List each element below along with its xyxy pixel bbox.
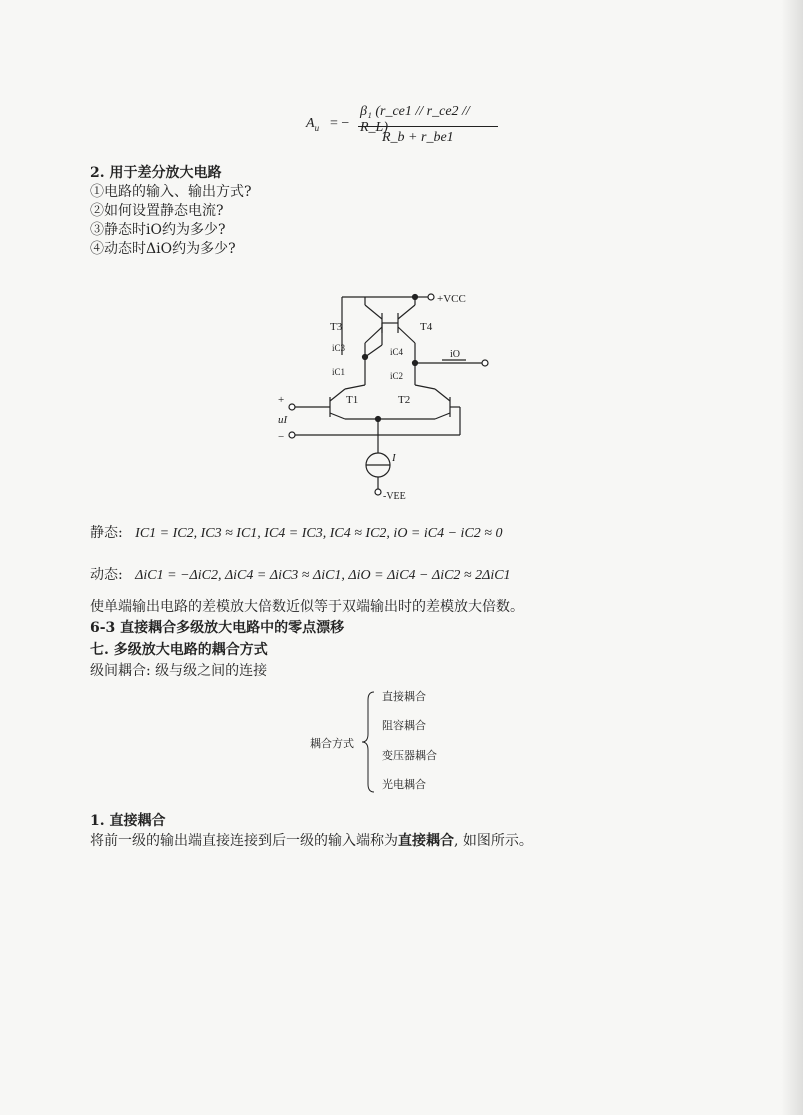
question-2: ②如何设置静态电流? [90,203,224,219]
direct-emphasis: 直接耦合 [398,833,454,849]
t3-label: T3 [330,321,343,333]
coupling-item-rc: 阻容耦合 [382,719,426,732]
page-edge-shadow [781,0,803,1115]
coupling-brace [360,690,380,794]
question-1: ①电路的输入、输出方式? [90,184,252,200]
vcc-label: +VCC [437,293,466,305]
single-ended-paragraph: 使单端输出电路的差模放大倍数近似等于双端输出时的差模放大倍数。 [90,599,524,615]
formula-denominator: R_b + r_be1 [382,130,454,145]
t1-label: T1 [346,394,359,406]
coupling-item-optical: 光电耦合 [382,778,426,791]
output-terminal [482,360,488,366]
ic1-label: iC1 [332,367,346,377]
vee-terminal [375,489,381,495]
minus-label: − [278,431,285,443]
io-label: iO [450,349,460,360]
coupling-item-transformer: 变压器耦合 [382,749,437,762]
vee-label: -VEE [383,491,406,502]
t2-label: T2 [398,394,411,406]
direct-text-after: , 如图所示。 [454,833,533,849]
gain-formula [300,102,500,152]
coupling-root: 耦合方式 [310,737,354,750]
section-direct-text [90,832,533,850]
static-equation [90,524,502,543]
heading-7: 七. 多级放大电路的耦合方式 [90,642,268,658]
static-formula: IC1 = IC2, IC3 ≈ IC1, IC4 = IC3, IC4 ≈ IC2, iO = iC4 − iC2 ≈ 0 [135,526,503,541]
fraction-bar [358,126,498,127]
current-label: I [392,452,396,464]
plus-label: + [278,394,285,406]
formula-equals: = − [330,116,350,131]
t4-label: T4 [420,321,433,333]
input-minus-terminal [289,432,295,438]
differential-amplifier-circuit [270,285,510,505]
static-label: 静态: [90,525,123,541]
formula-numerator: β₁ (r_ce1 // r_ce2 // R_L) [360,104,470,135]
dynamic-label: 动态: [90,567,123,583]
ic4-label: iC4 [390,347,404,357]
dynamic-formula: ΔiC1 = −ΔiC2, ΔiC4 = ΔiC3 ≈ ΔiC1, ΔiO = ΔiC4 − ΔiC2 ≈ 2ΔiC1 [135,568,511,583]
input-label: uI [278,414,288,426]
vcc-terminal [428,294,434,300]
question-3: ③静态时iO约为多少? [90,222,226,238]
section-direct-heading: 1. 直接耦合 [90,813,166,829]
question-4: ④动态时ΔiO约为多少? [90,241,236,257]
section-diff-heading: 2. 用于差分放大电路 [90,165,222,181]
ic3-label: iC3 [332,343,346,353]
dynamic-equation [90,566,511,585]
coupling-definition: 级间耦合: 级与级之间的连接 [90,663,268,679]
direct-text-before: 将前一级的输出端直接连接到后一级的输入端称为 [90,833,398,849]
heading-6-3: 6-3 直接耦合多级放大电路中的零点漂移 [90,620,345,636]
input-plus-terminal [289,404,295,410]
ic2-label: iC2 [390,371,404,381]
coupling-item-direct: 直接耦合 [382,690,426,703]
formula-lhs: $A_u$ [306,116,320,133]
